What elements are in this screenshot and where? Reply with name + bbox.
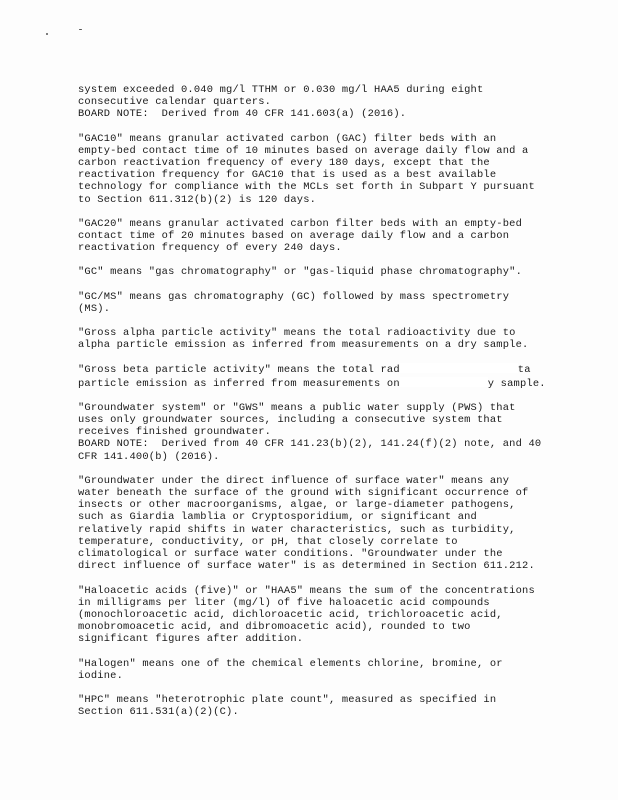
text-line: "HPC" means "heterotrophic plate count", measured as specified in (78, 693, 497, 706)
text-line: direct influence of surface water" is as determined in Section 611.212. (78, 560, 535, 573)
scan-speck (79, 29, 82, 30)
text-fragment: y sample. (487, 377, 546, 390)
text-line: reactivation frequency of every 240 days. (78, 242, 342, 255)
text-line: monobromoacetic acid, and dibromoacetic acid), rounded to two (78, 621, 471, 634)
text-line: consecutive calendar quarters. (78, 96, 272, 109)
text-line: iodine. (78, 669, 124, 682)
definition-gc (78, 266, 548, 278)
text-line: reactivation frequency for GAC10 that is used as a best available (78, 169, 497, 182)
text-fragment: particle emission as inferred from measurements on (78, 377, 400, 390)
text-line: "Gross alpha particle activity" means the total radioactivity due to (78, 327, 516, 340)
text-line: "GC/MS" means gas chromatography (GC) followed by mass spectrometry (78, 290, 510, 303)
text-line: "Halogen" means one of the chemical elements chlorine, bromine, or (78, 657, 503, 670)
definition-hpc (78, 694, 548, 718)
text-line: such as Giardia lamblia or Cryptosporidium, or significant and (78, 511, 477, 524)
text-line: climatological or surface water conditions. "Groundwater under the (78, 548, 503, 561)
paragraph-ttm-haa5-carryover (78, 84, 548, 121)
text-line: system exceeded 0.040 mg/l TTHM or 0.030 mg/l HAA5 during eight (78, 84, 484, 96)
text-fragment: "Gross beta particle activity" means the total rad (78, 364, 400, 377)
text-line: to Section 611.312(b)(2) is 120 days. (78, 193, 317, 206)
document-body (78, 84, 548, 730)
obscured-region (400, 363, 518, 373)
scan-speck (46, 33, 48, 35)
board-note: BOARD NOTE: Derived from 40 CFR 141.23(b)(2), 141.24(f)(2) note, and 40 (78, 438, 542, 451)
text-line: (monochloroacetic acid, dichloroacetic acid, trichloroacetic acid, (78, 608, 503, 621)
text-line (78, 377, 548, 390)
text-line: alpha particle emission as inferred from measurements on a dry sample. (78, 339, 529, 352)
definition-gross-alpha (78, 327, 548, 351)
text-line: in milligrams per liter (mg/l) of five haloacetic acid compounds (78, 596, 490, 609)
text-line: receives finished groundwater. (78, 426, 272, 439)
text-line: carbon reactivation frequency of every 180 days, except that the (78, 157, 490, 170)
text-line: empty-bed contact time of 10 minutes based on average daily flow and a (78, 144, 529, 157)
text-line: temperature, conductivity, or pH, that closely correlate to (78, 535, 458, 548)
text-line: Section 611.531(a)(2)(C). (78, 706, 239, 719)
text-line: relatively rapid shifts in water characteristics, such as turbidity, (78, 523, 516, 536)
definition-gws (78, 402, 548, 463)
text-line: "GAC20" means granular activated carbon filter beds with an empty-bed (78, 217, 523, 230)
text-line: (MS). (78, 302, 111, 315)
text-line: "GC" means "gas chromatography" or "gas-liquid phase chromatography". (78, 266, 523, 279)
text-line: "GAC10" means granular activated carbon (GAC) filter beds with an (78, 132, 497, 145)
definition-haa5 (78, 585, 548, 646)
text-line: "Haloacetic acids (five)" or "HAA5" means the sum of the concentrations (78, 584, 535, 597)
text-fragment: ta (517, 364, 531, 377)
definition-gac10 (78, 133, 548, 206)
text-line (78, 363, 548, 376)
definition-gross-beta (78, 363, 548, 389)
text-line: water beneath the surface of the ground with significant occurrence of (78, 487, 529, 500)
text-line: CFR 141.400(b) (2016). (78, 450, 220, 463)
definition-gwudi (78, 475, 548, 573)
text-line: "Groundwater system" or "GWS" means a public water supply (PWS) that (78, 401, 516, 414)
definition-halogen (78, 658, 548, 682)
board-note: BOARD NOTE: Derived from 40 CFR 141.603(a) (2016). (78, 108, 407, 121)
text-line: significant figures after addition. (78, 633, 304, 646)
obscured-region (400, 377, 488, 387)
text-line: insects or other macroorganisms, algae, or large-diameter pathogens, (78, 499, 516, 512)
definition-gcms (78, 291, 548, 315)
text-line: contact time of 20 minutes based on average daily flow and a carbon (78, 230, 510, 243)
text-line: technology for compliance with the MCLs set forth in Subpart Y pursuant (78, 181, 535, 194)
text-line: "Groundwater under the direct influence of surface water" means any (78, 474, 510, 487)
text-line: uses only groundwater sources, including a consecutive system that (78, 414, 503, 427)
definition-gac20 (78, 218, 548, 255)
